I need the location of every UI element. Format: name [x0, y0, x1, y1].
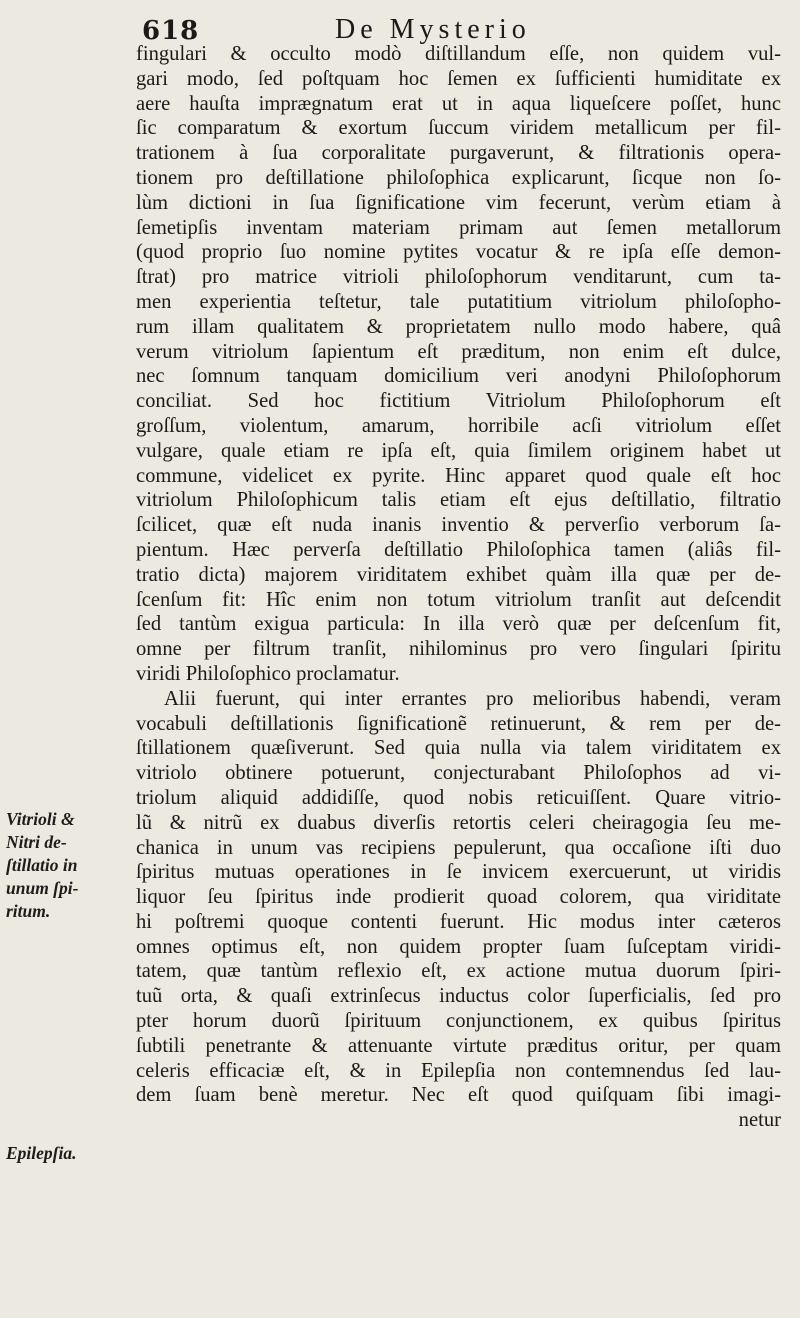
margin-note-line: ſtillatio in: [6, 855, 78, 875]
text-line: lùm dictioni in ſua ſignificatione vim fecerunt, verùm etiam à: [136, 191, 781, 214]
margin-note-line: unum ſpi-: [6, 878, 79, 898]
text-line: verum vitriolum ſapientum eſt præditum, non enim eſt dulce,: [136, 340, 781, 363]
text-line: aere hauſta imprægnatum erat ut in aqua liqueſcere poſſet, hunc: [136, 92, 781, 115]
page-number: 618: [142, 16, 200, 46]
text-line: liquor ſeu ſpiritus inde prodierit quoad colorem, qua viriditate: [136, 886, 781, 909]
text-line: tatem, quæ tantùm reflexio eſt, ex actione mutua duorum ſpiri-: [136, 960, 781, 983]
text-line: tuũ orta, & quaſi extrinſecus inductus color ſuperficialis, ſed pro: [136, 985, 781, 1008]
text-line: tionem pro deſtillatione philoſophica explicarunt, ſicque non ſo-: [136, 166, 781, 189]
text-line: vitriolo obtinere potuerunt, conjecturabant Philoſophos ad vi-: [136, 762, 781, 785]
text-line: men experientia teſtetur, tale putatitium vitriolum philoſopho-: [136, 290, 781, 313]
margin-note-line: Vitrioli &: [6, 809, 75, 829]
text-line: viridi Philoſophico proclamatur.: [136, 662, 400, 685]
text-line: vocabuli deſtillationis ſignificationẽ retinuerunt, & rem per de-: [136, 712, 781, 735]
body-text: [136, 42, 781, 1133]
running-title: De Mysterio: [335, 14, 531, 45]
margin-note-epilepsy: [6, 1142, 134, 1165]
text-line: vitriolum Philoſophicum talis etiam eſt ejus deſtillatio, filtratio: [136, 489, 781, 512]
text-line: nec ſomnum tanquam domicilium veri anodyni Philoſophorum: [136, 365, 781, 388]
margin-note-line: ritum.: [6, 901, 51, 921]
text-line: tratio dicta) majorem viriditatem exhibet quàm illa quæ per de-: [136, 563, 781, 586]
margin-note-line: Nitri de-: [6, 832, 67, 852]
text-line: triolum aliquid addidiſſe, quod nobis reticuiſſent. Quare vitrio-: [136, 786, 781, 809]
text-line: omne per filtrum tranſit, nihilominus pro vero ſingulari ſpiritu: [136, 638, 781, 661]
text-line: fingulari & occulto modò diſtillandum eſſe, non quidem vul-: [136, 43, 781, 65]
text-line: ſtrat) pro matrice vitrioli philoſophorum venditarunt, cum ta-: [136, 266, 781, 289]
text-line: hi poſtremi quoque contenti fuerunt. Hic modus inter cæteros: [136, 910, 781, 933]
text-line: commune, videlicet ex pyrite. Hinc apparet quod quale eſt hoc: [136, 464, 781, 487]
text-line: vulgare, quale etiam re ipſa eſt, quia ſimilem originem habet ut: [136, 439, 781, 462]
text-line: ſpiritus mutuas operationes in ſe invicem exercuerunt, ut viridis: [136, 861, 781, 884]
text-line: groſſum, violentum, amarum, horribile acſi vitriolum eſſet: [136, 414, 781, 437]
text-line: ſcenſum fit: Hîc enim non totum vitriolum tranſit aut deſcendit: [136, 588, 781, 611]
text-line: Alii fuerunt, qui inter errantes pro melioribus habendi, veram: [164, 687, 781, 710]
text-line: celeris efficaciæ eſt, & in Epilepſia non contemnendus ſed lau-: [136, 1059, 781, 1082]
margin-note-distillation: [6, 808, 134, 923]
text-line: gari modo, ſed poſtquam hoc ſemen ex ſufficienti humiditate ex: [136, 67, 781, 90]
text-line: ſed tantùm exigua particula: In illa verò quæ per deſcenſum fit,: [136, 613, 781, 636]
text-line: ſubtili penetrante & attenuante virtute præditus oritur, per quam: [136, 1034, 781, 1057]
text-line: pter horum duorũ ſpirituum conjunctionem, ex quibus ſpiritus: [136, 1010, 781, 1033]
text-line: conciliat. Sed hoc fictitium Vitriolum Philoſophorum eſt: [136, 390, 781, 413]
text-line: (quod proprio ſuo nomine pytites vocatur & re ipſa eſſe demon-: [136, 241, 781, 264]
text-line: omnes optimus eſt, non quidem propter ſuam ſuſceptam viridi-: [136, 935, 781, 958]
text-line: chanica in unum vas recipiens pepulerunt, qua occaſione iſti duo: [136, 836, 781, 859]
text-line: trationem à ſua corporalitate purgaverunt, & filtrationis opera-: [136, 142, 781, 165]
catchword: netur: [738, 1109, 781, 1132]
text-line: pientum. Hæc perverſa deſtillatio Philoſophica tamen (aliâs fil-: [136, 538, 781, 561]
text-line: rum illam qualitatem & proprietatem nullo modo habere, quâ: [136, 315, 781, 338]
text-line: lũ & nitrũ ex duabus diverſis retortis celeri cheiragogia ſeu me-: [136, 811, 781, 834]
text-line: ſtillationem quæſiverunt. Sed quia nulla via talem viriditatem ex: [136, 737, 781, 760]
margin-note-line: Epilepſia.: [6, 1143, 77, 1163]
text-line: ſemetipſis inventam materiam primam aut ſemen metallorum: [136, 216, 781, 239]
text-line: dem ſuam benè meretur. Nec eſt quod quiſquam ſibi imagi-: [136, 1084, 781, 1107]
text-line: ſic comparatum & exortum ſuccum viridem metallicum per fil-: [136, 117, 781, 140]
text-line: ſcilicet, quæ eſt nuda inanis inventio & perverſio verborum ſa-: [136, 514, 781, 537]
